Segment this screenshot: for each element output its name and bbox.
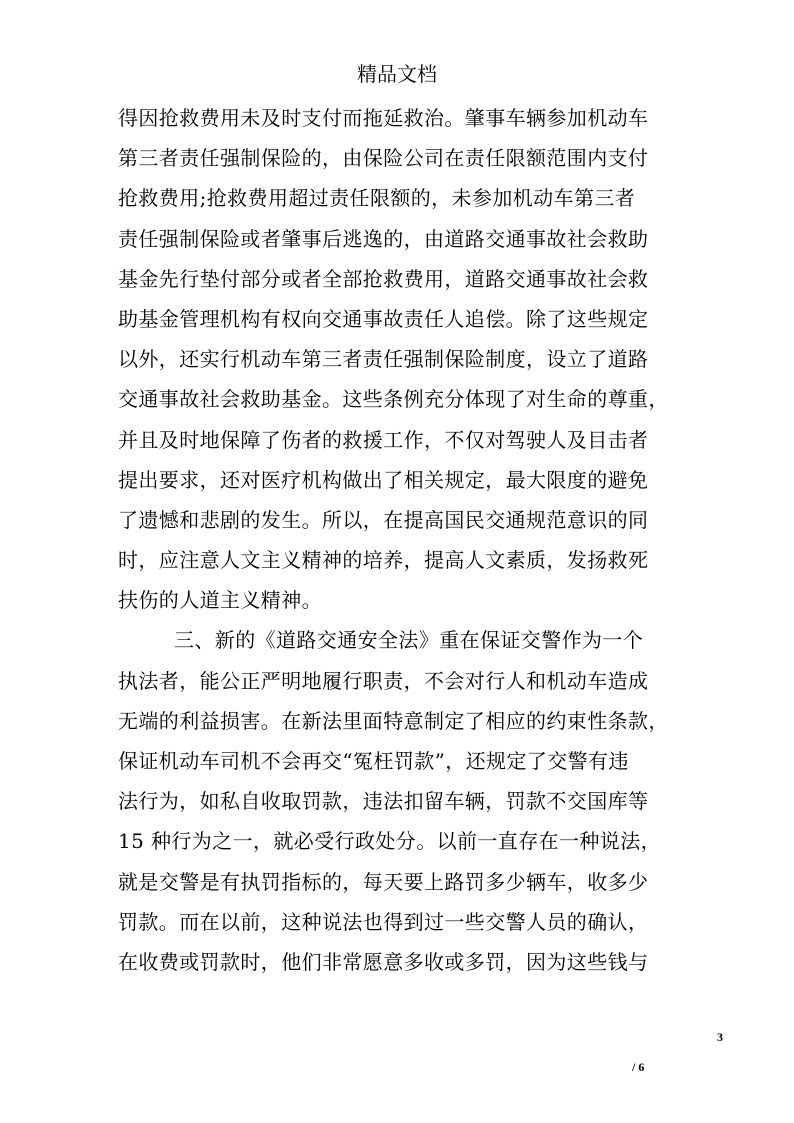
text-line: 抢救费用;抢救费用超过责任限额的，未参加机动车第三者 (118, 186, 636, 211)
text-line: 得因抢救费用未及时支付而拖延救治。肇事车辆参加机动车 (118, 106, 649, 130)
text-line: 15 种行为之一，就必受行政处分。以前一直存在一种说法， (118, 829, 662, 854)
document-body (118, 98, 678, 982)
text-line: 了遗憾和悲剧的发生。所以，在提高国民交通规范意识的同 (118, 507, 649, 532)
text-line: 法行为，如私自收取罚款，违法扣留车辆，罚款不交国库等 (118, 789, 649, 814)
text-line: 交通事故社会救助基金。这些条例充分体现了对生命的尊重， (118, 387, 669, 412)
text-line: 执法者，能公正严明地履行职责，不会对行人和机动车造成 (118, 668, 649, 693)
text-line: 第三者责任强制保险的，由保险公司在责任限额范围内支付 (118, 146, 649, 171)
text-line: 时，应注意人文主义精神的培养，提高人文素质，发扬救死 (118, 548, 649, 573)
text-line: 扶伤的人道主义精神。 (118, 588, 322, 613)
page-total: / 6 (632, 1060, 645, 1074)
paragraph-start-line: 三、新的《道路交通安全法》重在保证交警作为一个 (174, 628, 644, 653)
text-line: 并且及时地保障了伤者的救援工作，不仅对驾驶人及目击者 (118, 427, 649, 452)
text-line: 无端的利益损害。在新法里面特意制定了相应的约束性条款， (118, 708, 669, 733)
text-line: 基金先行垫付部分或者全部抢救费用，道路交通事故社会救 (118, 266, 649, 291)
text-line: 责任强制保险或者肇事后逃逸的，由道路交通事故社会救助 (118, 226, 649, 251)
text-line: 罚款。而在以前，这种说法也得到过一些交警人员的确认， (118, 909, 649, 934)
text-line: 以外，还实行机动车第三者责任强制保险制度，设立了道路 (118, 347, 649, 372)
text-line: 提出要求，还对医疗机构做出了相关规定，最大限度的避免 (118, 467, 649, 492)
text-line: 助基金管理机构有权向交通事故责任人追偿。除了这些规定 (118, 306, 649, 331)
page-number: 3 (717, 1030, 723, 1044)
text-line: 在收费或罚款时，他们非常愿意多收或多罚，因为这些钱与 (118, 949, 649, 974)
text-line: 保证机动车司机不会再交“冤枉罚款”，还规定了交警有违 (118, 749, 629, 773)
document-header-title: 精品文档 (357, 62, 437, 86)
text-line: 就是交警是有执罚指标的，每天要上路罚多少辆车，收多少 (118, 869, 649, 894)
